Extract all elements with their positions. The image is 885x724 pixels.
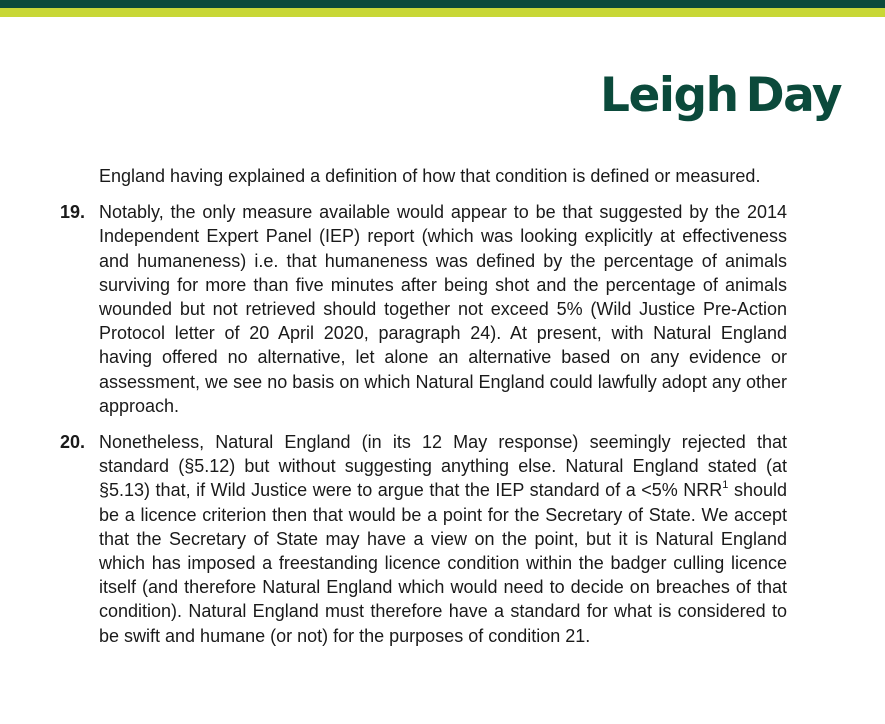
paragraph-text: England having explained a definition of how that condition is defined or measured. bbox=[99, 166, 761, 186]
paragraph-19 bbox=[60, 200, 787, 418]
paragraph-number: 20. bbox=[60, 432, 86, 453]
paragraph-continuation bbox=[60, 164, 787, 188]
header-bar-accent bbox=[0, 8, 885, 17]
logo-word-day: Day bbox=[745, 68, 841, 123]
footnote-ref-1[interactable]: 1 bbox=[722, 479, 729, 492]
header-bar-dark bbox=[0, 0, 885, 8]
paragraph-20 bbox=[60, 430, 787, 648]
paragraph-number: 19. bbox=[60, 202, 86, 223]
logo-word-leigh: Leigh bbox=[600, 68, 738, 123]
paragraph-text: Notably, the only measure available would appear to be that suggested by the 2014 Independent Expert Panel (IEP) report (which was looking explicitly at effectiveness and humaneness) i.e. that humaneness was defined by the percentage of animals surviving for more than five minutes after being shot and the percentage of animals wounded but not retrieved should together not exceed 5% (Wild Justice Pre-Action Protocol letter of 20 April 2020, paragraph 24). At present, with Natural England having offered no alternative, let alone an alternative based on any evidence or assessment, we see no basis on which Natural England could lawfully adopt any other approach. bbox=[99, 202, 787, 416]
leigh-day-logo bbox=[600, 68, 841, 123]
paragraph-text-part2: should be a licence criterion then that would be a point for the Secretary of State. We accept that the Secretary of State may have a view on the point, but it is Natural England which has imposed a freestanding licence condition within the badger culling licence itself (and therefore Natural England which would need to decide on breaches of that condition). Natural England must therefore have a standard for what is considered to be swift and humane (or not) for the purposes of condition 21. bbox=[99, 480, 787, 646]
paragraph-text-part1: Nonetheless, Natural England (in its 12 May response) seemingly rejected that standard (§5.12) but without suggesting anything else. Natural England stated (at §5.13) that, if Wild Justice were to argue that the IEP standard of a <5% NRR bbox=[99, 432, 787, 501]
document-body bbox=[60, 164, 787, 660]
